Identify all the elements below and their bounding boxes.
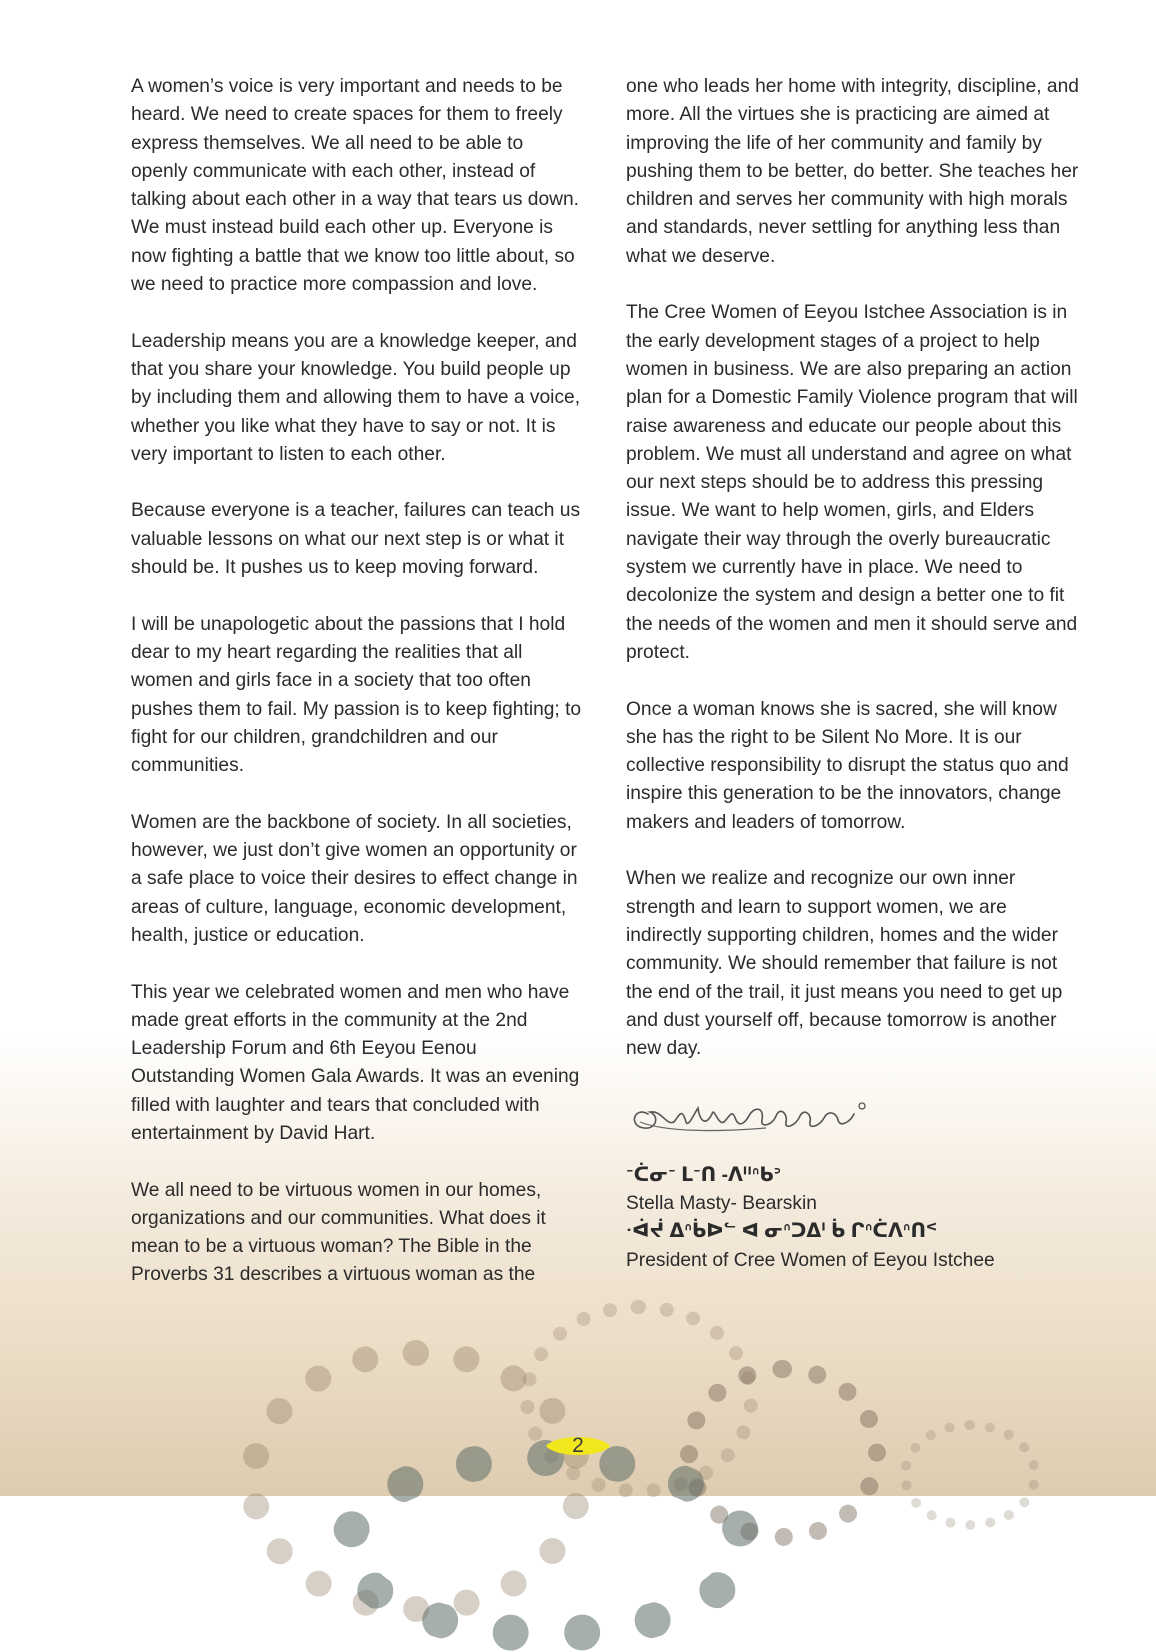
paragraph: A women’s voice is very important and needs to be heard. We need to create spaces for them to freely express themselves. We all need to be able to openly communicate with each other, instead of talking about each other in a way that tears us down. We must instead build each other up. Everyone is now fighting a battle that we know too little about, so we need to practice more compassion and love. bbox=[131, 76, 579, 296]
paragraph: When we realize and recognize our own inner strength and learn to support women, we are indirectly supporting children, homes and the wider community. We should remember that failure is not the end of the trail, it just means you need to get up and dust yourself off, because tomorrow is another new day. bbox=[626, 868, 1063, 1060]
paragraph: one who leads her home with integrity, discipline, and more. All the virtues she is practicing are aimed at improving the life of her community and family by pushing them to be better, do better. She teaches her children and serves her community with high morals and standards, never settling for anything less than what we deserve. bbox=[626, 76, 1079, 267]
paragraph: This year we celebrated women and men who have made great efforts in the community at the 2nd Leadership Forum and 6th Eeyou Eenou Outstanding Women Gala Awards. It was an evening filled with laughter and tears that concluded with entertainment by David Hart. bbox=[131, 981, 580, 1144]
signature-block bbox=[626, 1162, 1086, 1275]
beadwork-decoration bbox=[900, 1420, 1040, 1530]
beadwork-decoration bbox=[330, 1440, 762, 1652]
paragraph: Because everyone is a teacher, failures can teach us valuable lessons on what our next step is or what it should be. It pushes us to keep moving forward. bbox=[131, 500, 581, 579]
paragraph: Leadership means you are a knowledge keeper, and that you share your knowledge. You build people up by including them and allowing them to have a voice, whether you like what they have to say or not. It is very important to listen to each other. bbox=[131, 330, 581, 465]
handwritten-signature bbox=[626, 1092, 876, 1142]
name-syllabics: ᐨᑖᓂᐨ ᒪᐨᑎ -ᐱᐦᐢᑲᐣ bbox=[626, 1164, 782, 1186]
paragraph: I will be unapologetic about the passions that I hold dear to my heart regarding the realities that all women and girls face in a society that too often pushes them to fail. My passion is to keep fighting; to fight for our children, grandchildren and our communities. bbox=[131, 613, 582, 777]
signatory-title: President of Cree Women of Eeyou Istchee bbox=[626, 1249, 995, 1271]
left-column bbox=[131, 73, 583, 1318]
signatory-name: Stella Masty- Bearskin bbox=[626, 1192, 817, 1214]
right-column bbox=[626, 73, 1086, 1275]
page-number-badge bbox=[544, 1432, 612, 1460]
paragraph: Women are the backbone of society. In all societies, however, we just don’t give women an opportunity or a safe place to voice their desires to effect change in areas of culture, language, economic development, health, justice or education. bbox=[131, 811, 578, 946]
paragraph: The Cree Women of Eeyou Istchee Association is in the early development stages of a project to help women in business. We are also preparing an action plan for a Domestic Family Violence program that will raise awareness and educate our people about this problem. We must all understand and agree on what our next steps should be to address this pressing issue. We want to help women, girls, and Elders navigate their way through the overly bureaucratic system we currently have in place. We need to decolonize the system and design a better one to fit the needs of the women and men it should serve and protect. bbox=[626, 302, 1078, 663]
paragraph: We all need to be virtuous women in our homes, organizations and our communities. What does it mean to be a virtuous woman? The Bible in the Proverbs 31 describes a virtuous woman as the bbox=[131, 1179, 546, 1286]
paragraph: Once a woman knows she is sacred, she will know she has the right to be Silent No More. It is our collective responsibility to disrupt the status quo and inspire this generation to be the innovators, change makers and leaders of tomorrow. bbox=[626, 698, 1069, 833]
title-syllabics: ᐧᐋᔫ ᐃᐢᑳᐅᓪ ᐊ ᓂᐢᑐᐃᑊ ᑳ ᒋᐢᑖᐱᐢᑎᑉ bbox=[626, 1221, 938, 1243]
page-number: 2 bbox=[572, 1434, 584, 1457]
